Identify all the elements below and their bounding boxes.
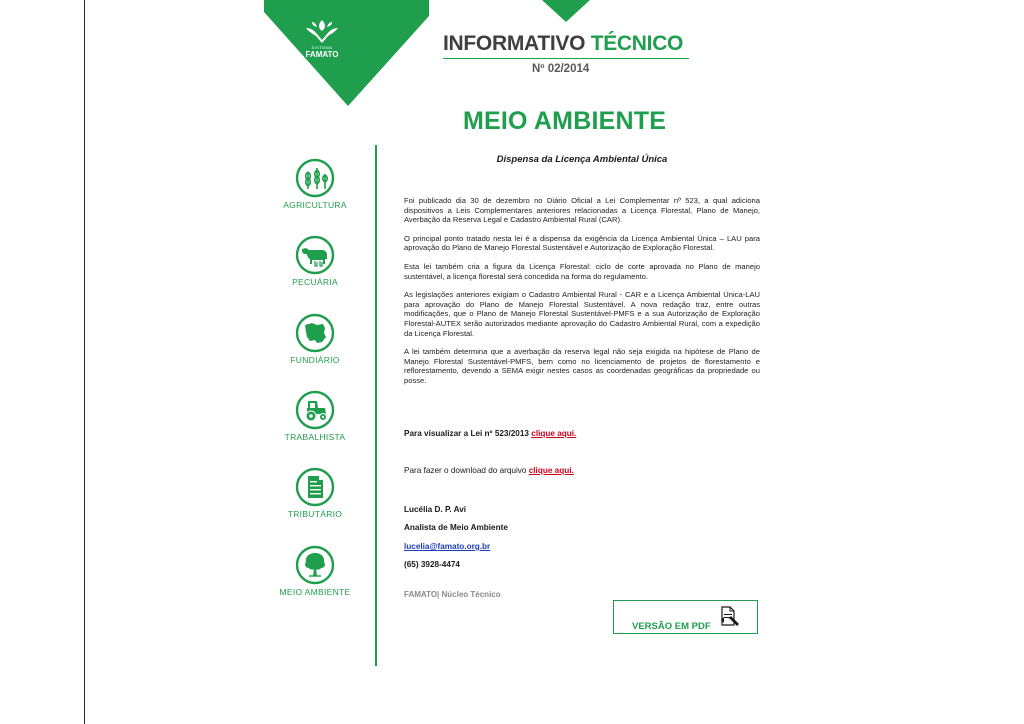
section-title: MEIO AMBIENTE bbox=[463, 107, 667, 135]
article-paragraph: As legislações anteriores exigiam o Cadastro Ambiental Rural - CAR e a Licença Ambiental Única-LAU para aprovação do Plano de Manejo Florestal Sustentável. A nova redação traz, entre outras modificações, que o Plano de Manejo Florestal Sustentável-PMFS e a sua Autorização de Exploração Florestal-AUTEX serão autorizados mediante aprovação do Cadastro Ambiental Rural, com a expedição da Licença Florestal. bbox=[404, 290, 760, 338]
title-part-1: INFORMATIVO bbox=[443, 32, 586, 55]
sidebar-item-tributario[interactable] bbox=[265, 467, 365, 519]
sidebar-item-label: FUNDIÁRIO bbox=[290, 355, 340, 365]
tractor-icon bbox=[295, 390, 335, 430]
cattle-icon bbox=[295, 235, 335, 275]
article-paragraph: Foi publicado dia 30 de dezembro no Diário Oficial a Lei Complementar nº 523, a qual adiciona dispositivos a Leis Complementares anteriores relacionadas a Licença Florestal, Plano de Manejo, Averbação da Reserva Legal e Cadastro Ambiental Rural (CAR). bbox=[404, 196, 760, 225]
article-paragraph: O principal ponto tratado nesta lei é a dispensa da exigência da Licença Ambiental Única – LAU para aprovação do Plano de Manejo Florestal Sustentável e Autorização de Exploração Florestal. bbox=[404, 233, 760, 253]
sidebar-item-label: AGRICULTURA bbox=[283, 200, 347, 210]
sidebar-item-label: MEIO AMBIENTE bbox=[279, 587, 351, 597]
view-law-line bbox=[404, 429, 576, 438]
view-law-link[interactable]: clique aqui. bbox=[531, 429, 577, 438]
article-subtitle: Dispensa da Licença Ambiental Única bbox=[496, 154, 668, 165]
state-map-icon bbox=[295, 313, 335, 353]
tree-icon bbox=[295, 545, 335, 585]
logo-emblem-icon bbox=[302, 18, 342, 44]
divider-vertical bbox=[375, 145, 377, 666]
download-link[interactable]: clique aqui. bbox=[528, 466, 574, 475]
article-paragraph: A lei também determina que a averbação da reserva legal não seja exigida na hipótese de Plano de Manejo Florestal Sustentável-PMFS, bem como no licenciamento de projetos de florestamento e reflorestamento, devendo a SEMA exigir nestes casos as coordenadas geográficas da propriedade ou posse. bbox=[404, 347, 760, 385]
famato-logo[interactable] bbox=[296, 18, 348, 59]
pdf-download-icon bbox=[717, 604, 741, 630]
article-body bbox=[404, 196, 760, 395]
sidebar-item-meio-ambiente[interactable] bbox=[265, 545, 365, 597]
view-law-text: Para visualizar a Lei nº 523/2013 bbox=[404, 429, 529, 438]
crops-icon bbox=[295, 158, 335, 198]
sidebar-item-label: PECUÁRIA bbox=[292, 277, 338, 287]
author-name: Lucélia D. P. Avi bbox=[404, 505, 467, 514]
sidebar-item-label: TRIBUTÁRIO bbox=[287, 509, 343, 519]
article-paragraph: Esta lei também cria a figura da Licença Florestal: ciclo de corte aprovada no Plano de manejo sustentável, a licença florestal será concedida na forma do regulamento. bbox=[404, 261, 760, 281]
sidebar-item-pecuaria[interactable] bbox=[265, 235, 365, 287]
download-line bbox=[404, 466, 574, 475]
sidebar-item-fundiario[interactable] bbox=[265, 313, 365, 365]
author-role: Analista de Meio Ambiente bbox=[404, 523, 508, 532]
newsletter-title bbox=[443, 32, 683, 56]
author-email-link[interactable]: lucelia@famato.org.br bbox=[404, 542, 491, 551]
pdf-version-button[interactable] bbox=[613, 600, 758, 634]
title-underline bbox=[443, 58, 689, 59]
footer-org: FAMATO| Núcleo Técnico bbox=[404, 590, 501, 599]
sidebar-item-agricultura[interactable] bbox=[265, 158, 365, 210]
logo-text: FAMATO bbox=[305, 50, 339, 59]
sidebar-item-trabalhista[interactable] bbox=[265, 390, 365, 442]
issue-number: Nº 02/2014 bbox=[532, 63, 590, 75]
page-edge-line bbox=[84, 0, 85, 724]
document-icon bbox=[295, 467, 335, 507]
title-part-2: TÉCNICO bbox=[590, 32, 684, 55]
author-email-row bbox=[404, 542, 490, 551]
pdf-button-label: VERSÃO EM PDF bbox=[632, 621, 711, 632]
logo-subtext: SISTEMA bbox=[311, 45, 333, 50]
download-text: Para fazer o download do arquivo bbox=[404, 466, 527, 475]
sidebar-item-label: TRABALHISTA bbox=[284, 432, 346, 442]
author-phone: (65) 3928-4474 bbox=[404, 560, 460, 569]
